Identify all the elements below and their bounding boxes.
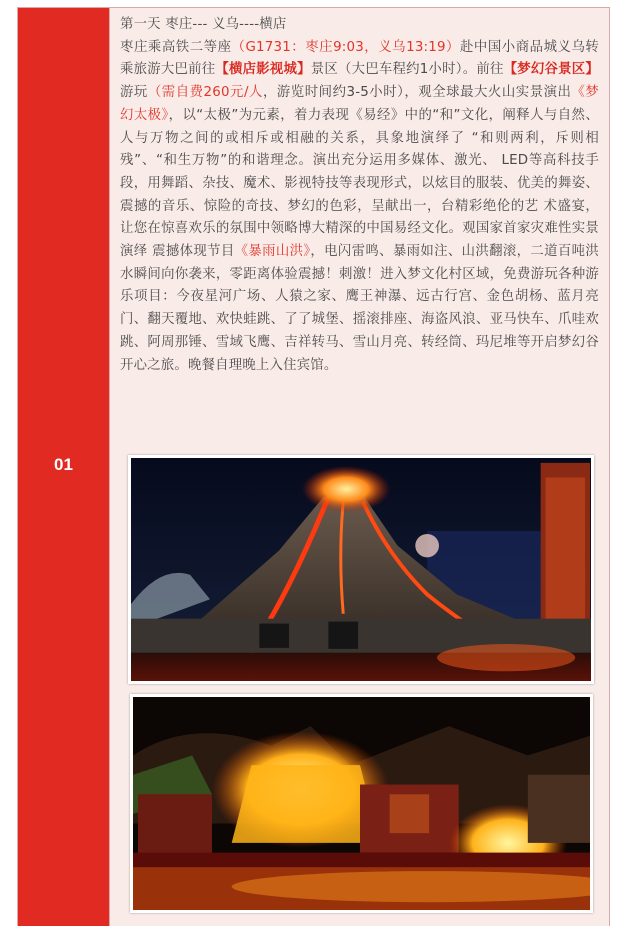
text-segment: 枣庄乘高铁二等座 xyxy=(120,39,232,55)
day-content xyxy=(109,8,609,926)
text-segment: ，电闪雷鸣、暴雨如注、山洪翻滚，二道百吨洪水瞬间向你袭来，零距离体验震撼！刺激！进入梦文化村区域，免费游玩各种游乐项目：今夜星河广场、人猿之家、鹰王神瀑、远古行宫、金色胡杨、蓝月亮门、翻天覆地、欢快蛙跳、了了城堡、摇滚排座、海盗风浪、亚马快车、爪哇欢跳、阿周那锤、雪域飞鹰、吉祥转马、雪山月亮、转经筒、玛尼堆等开启梦幻谷开心之旅。晚餐自理晚上入住宾馆。 xyxy=(120,244,600,373)
text-segment: ，以“太极”为元素，着力表现《易经》中的“和”文化，阐释人与自然、人与万物之间的或相斥或相融的关系，具象地演绎了 “和则两利，斥则相残”、“和生万物”的和谐理念。演出充分运用多媒体、激光、 LED等高科技手段，用舞蹈、杂技、魔术、影视特技等表现形式，以炫目的服装、优美的舞姿、震撼的音乐、惊险的奇技、梦幻的色彩，呈献出一，台精彩绝伦的艺 术盛宴，让您在惊喜欢乐的氛围中领略博大精深的中国易经文化。观国家首家灾难性实景演绎 震撼体现节目 xyxy=(120,107,599,260)
text-segment: 景区（大巴车程约1小时）。前往 xyxy=(310,62,504,78)
text-segment: 游玩 xyxy=(120,85,148,101)
day-number: 01 xyxy=(54,455,73,474)
day-title: 第一天 枣庄--- 义乌----横店 xyxy=(120,17,287,32)
volcano-show-photo xyxy=(128,455,594,684)
text-segment: 赴中国小商品城义乌转乘旅游大巴前往 xyxy=(120,39,600,78)
flood-show-photo xyxy=(130,694,593,913)
text-segment: ，游览时间约3-5小时），观全球最大火山实景演出 xyxy=(262,85,572,101)
show-taiji: 《梦幻太极》 xyxy=(120,85,599,123)
train-info: （G1731：枣庄9:03，义乌13:19） xyxy=(231,39,460,55)
itinerary-text xyxy=(120,14,599,377)
day-column xyxy=(18,8,109,926)
fee-info: （需自费260元/人 xyxy=(147,85,263,101)
show-flood: 《暴雨山洪》 xyxy=(234,244,311,260)
highlight-hengdian: 【横店影视城】 xyxy=(215,62,311,78)
itinerary-day-block xyxy=(17,7,610,926)
highlight-dream-valley: 【梦幻谷景区】 xyxy=(503,62,599,78)
